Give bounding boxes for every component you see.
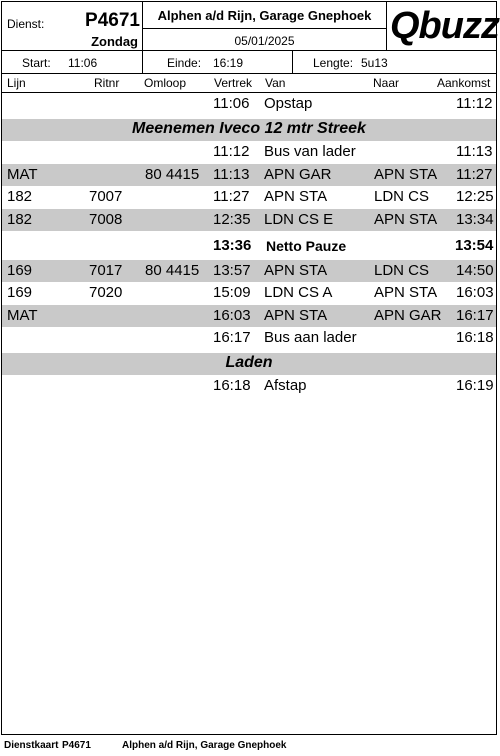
- start-time: 11:06: [68, 56, 98, 70]
- cell-naar: APN STA: [374, 284, 438, 301]
- cell-lijn: 182: [7, 210, 33, 228]
- section-row: [2, 353, 496, 376]
- cell-ritnr: 7007: [89, 188, 123, 205]
- column-header: [2, 74, 496, 93]
- pause-start: 13:36: [213, 237, 252, 254]
- table-row: [2, 260, 496, 283]
- cell-van: APN GAR: [264, 165, 332, 183]
- section-title: Laden: [225, 353, 273, 371]
- length-label: Lengte:: [313, 56, 354, 70]
- cell-van: Bus aan lader: [264, 329, 357, 346]
- cell-van: Bus van lader: [264, 143, 356, 160]
- cell-van: LDN CS E: [264, 210, 334, 228]
- end-time: 16:19: [213, 56, 244, 70]
- length-cell: [293, 51, 496, 73]
- table-row: [2, 164, 496, 187]
- day-label: Zondag: [91, 34, 138, 49]
- cell-lijn: MAT: [7, 306, 38, 324]
- end-label: Einde:: [167, 56, 202, 70]
- cell-vertrek: 11:13: [213, 165, 250, 183]
- cell-naar: APN STA: [374, 210, 438, 228]
- cell-vertrek: 11:27: [213, 188, 250, 205]
- cell-aankomst: 11:12: [456, 95, 493, 112]
- cell-van: Afstap: [264, 377, 307, 394]
- col-aankomst: Aankomst: [437, 76, 491, 90]
- cell-vertrek: 11:12: [213, 143, 250, 160]
- cell-van: APN STA: [264, 261, 328, 279]
- table-row: [2, 93, 496, 116]
- cell-van: LDN CS A: [264, 284, 333, 301]
- footer-location: Alphen a/d Rijn, Garage Gnephoek: [122, 740, 287, 751]
- cell-aankomst: 16:18: [456, 329, 494, 346]
- cell-vertrek: 11:06: [213, 95, 250, 112]
- header: [2, 2, 499, 51]
- start-label: Start:: [22, 56, 51, 70]
- col-naar: Naar: [373, 76, 400, 90]
- cell-van: APN STA: [264, 306, 328, 324]
- cell-lijn: 169: [7, 284, 33, 301]
- section-row: [2, 119, 496, 142]
- table-row: [2, 375, 496, 398]
- footer-dienst: P4671: [62, 740, 91, 751]
- table-row: [2, 282, 496, 305]
- table-row: [2, 327, 496, 350]
- dienstkaart: [1, 1, 497, 735]
- cell-lijn: 182: [7, 188, 33, 205]
- cell-aankomst: 14:50: [456, 261, 494, 279]
- cell-lijn: MAT: [7, 165, 38, 183]
- cell-aankomst: 11:13: [456, 143, 493, 160]
- qbuzz-logo: Qbuzz: [390, 5, 499, 47]
- cell-vertrek: 16:18: [213, 377, 251, 394]
- cell-omloop: 80 4415: [145, 165, 200, 183]
- dienst-cell: [2, 2, 143, 50]
- cell-vertrek: 13:57: [213, 261, 251, 279]
- cell-aankomst: 13:34: [456, 210, 494, 228]
- schedule-rows: [2, 93, 496, 398]
- pause-row: [2, 234, 496, 257]
- cell-vertrek: 12:35: [213, 210, 251, 228]
- logo-cell: [387, 2, 497, 50]
- table-row: [2, 209, 496, 232]
- col-vertrek: Vertrek: [214, 76, 253, 90]
- cell-aankomst: 12:25: [456, 188, 494, 205]
- start-cell: [2, 51, 143, 73]
- col-van: Van: [265, 76, 286, 90]
- cell-omloop: 80 4415: [145, 261, 200, 279]
- cell-van: Opstap: [264, 95, 313, 112]
- cell-lijn: 169: [7, 261, 33, 279]
- location-name: Alphen a/d Rijn, Garage Gnephoek: [157, 8, 372, 23]
- pause-label: Netto Pauze: [266, 238, 347, 254]
- date: 05/01/2025: [234, 34, 295, 48]
- col-lijn: Lijn: [7, 76, 26, 90]
- footer-label: Dienstkaart: [4, 740, 59, 751]
- location-box: [143, 2, 386, 29]
- table-row: [2, 186, 496, 209]
- cell-naar: LDN CS: [374, 188, 430, 205]
- cell-ritnr: 7020: [89, 284, 123, 301]
- cell-vertrek: 16:03: [213, 306, 251, 324]
- section-title: Meenemen Iveco 12 mtr Streek: [132, 119, 366, 137]
- length-value: 5u13: [361, 56, 388, 70]
- dienst-number: P4671: [85, 10, 140, 31]
- end-cell: [143, 51, 293, 73]
- dienst-label: Dienst:: [7, 17, 45, 31]
- cell-aankomst: 16:17: [456, 306, 494, 324]
- cell-van: APN STA: [264, 188, 328, 205]
- table-row: [2, 305, 496, 328]
- cell-aankomst: 16:03: [456, 284, 494, 301]
- table-row: [2, 141, 496, 164]
- location-cell: [143, 2, 387, 50]
- times-bar: [2, 51, 496, 74]
- cell-naar: APN STA: [374, 165, 438, 183]
- pause-end: 13:54: [455, 237, 494, 254]
- col-ritnr: Ritnr: [94, 76, 120, 90]
- cell-naar: LDN CS: [374, 261, 430, 279]
- col-omloop: Omloop: [144, 76, 187, 90]
- cell-naar: APN GAR: [374, 306, 442, 324]
- cell-vertrek: 16:17: [213, 329, 251, 346]
- cell-ritnr: 7008: [89, 210, 123, 228]
- cell-ritnr: 7017: [89, 261, 123, 279]
- cell-vertrek: 15:09: [213, 284, 251, 301]
- cell-aankomst: 11:27: [456, 165, 493, 183]
- cell-aankomst: 16:19: [456, 377, 494, 394]
